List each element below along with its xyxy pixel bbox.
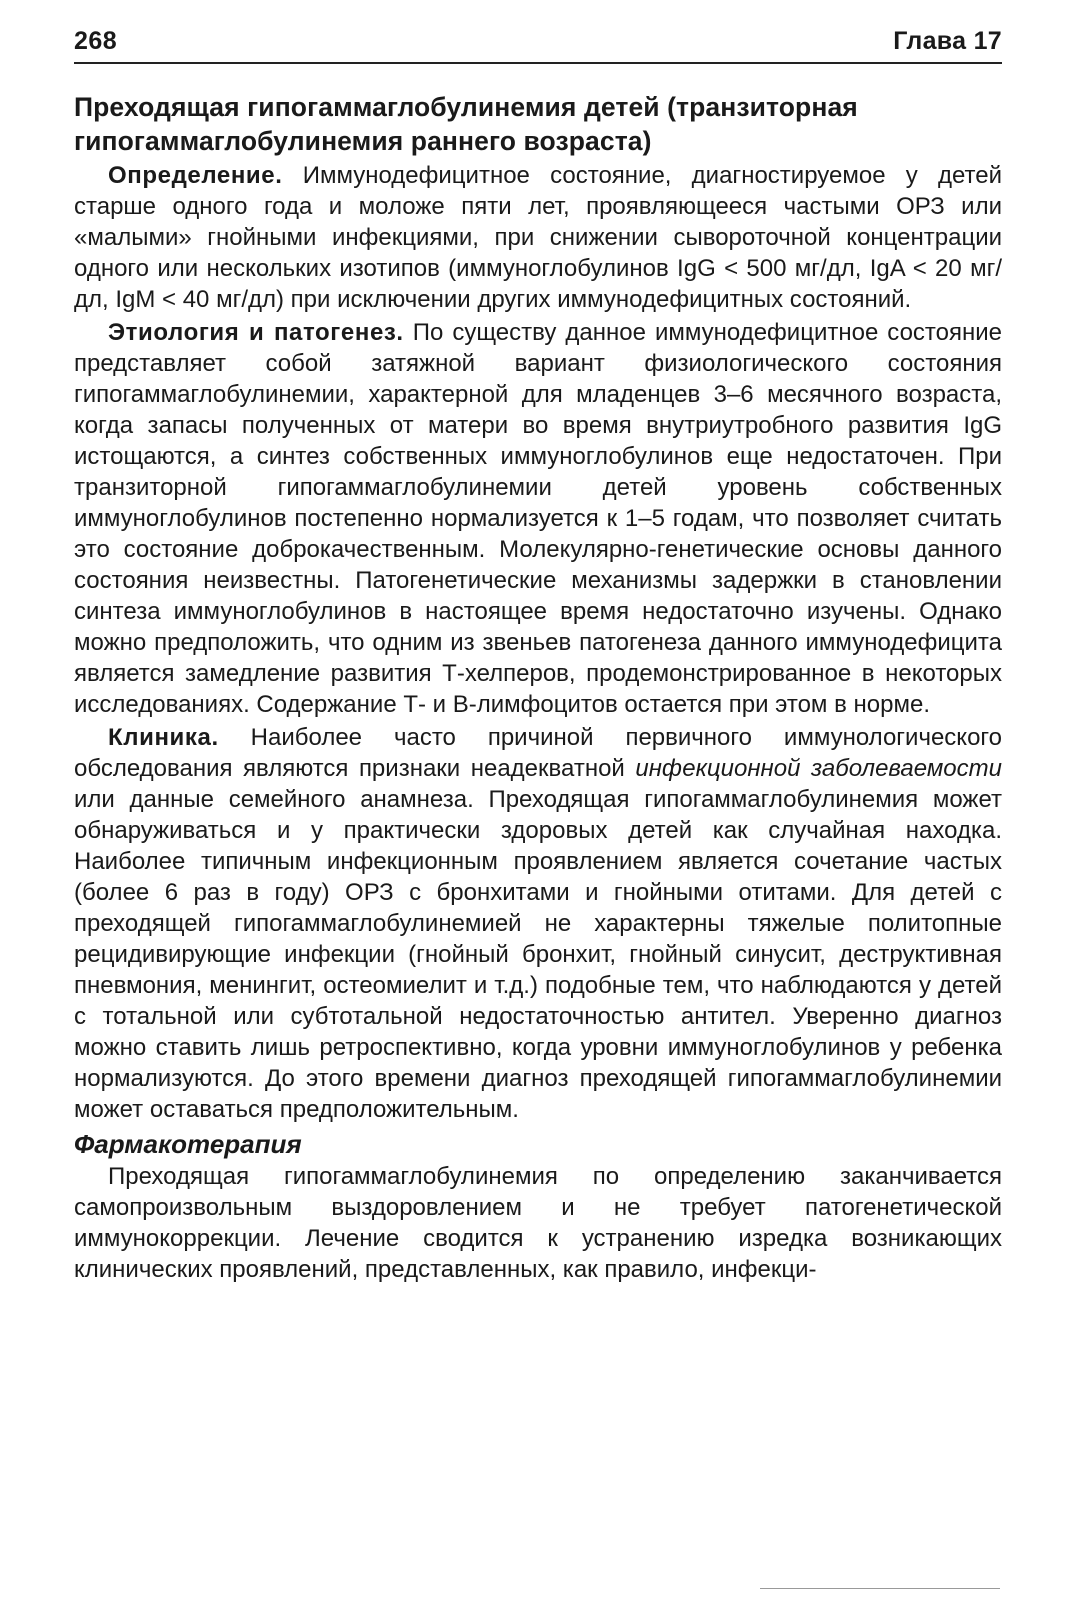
pharmacotherapy-paragraph: Преходящая гипогаммаглобулинемия по определению заканчивается самопроизвольным выздоровлением и не требует патогенетической иммунокоррекции. Лечение сводится к устранению изредка возникающих клинических проявлений, представленных, как правило, инфекци-: [74, 1163, 1002, 1283]
running-head: [74, 26, 1002, 64]
page: [74, 26, 1002, 1287]
clinic-paragraph: [74, 722, 1002, 1125]
section-title: Преходящая гипогаммаглобулинемия детей (транзиторная гипогаммаглобулинемия раннего возраста): [74, 92, 858, 156]
clinic-lead: Клиника.: [108, 724, 219, 751]
page-number: 268: [74, 27, 118, 55]
clinic-emphasis: инфекционной заболеваемости: [635, 755, 1002, 782]
chapter-label: Глава 17: [893, 27, 1002, 55]
definition-lead: Определение.: [108, 162, 283, 189]
etiology-paragraph: [74, 317, 1002, 720]
pharmacotherapy-title: Фармакотерапия: [74, 1129, 302, 1159]
clinic-text-after: или данные семейного анамнеза. Преходящая гипогаммаглобулинемия может обнаруживаться и у практически здоровых детей как случайная находка. Наиболее типичным инфекционным проявлением является сочетание частых (более 6 раз в году) ОРЗ с бронхитами и гнойными отитами. Для детей с преходящей гипогаммаглобулинемией не характерны тяжелые политопные рецидивирующие инфекции (гнойный бронхит, гнойный синусит, деструктивная пневмония, менингит, остеомиелит и т.д.) подобные тем, что наблюдаются у детей с тотальной или субтотальной недостаточностью антител. Уверенно диагноз можно ставить лишь ретроспективно, когда уровни иммуноглобулинов у ребенка нормализуются. До этого времени диагноз преходящей гипогаммаглобулинемии может оставаться предположительным.: [74, 786, 1002, 1123]
footer-rule: [760, 1588, 1000, 1589]
clinic-text-before: Наиболее часто причиной первичного иммунологического обследования являются признаки неадекватной: [74, 724, 1002, 782]
etiology-text: По существу данное иммунодефицитное состояние представляет собой затяжной вариант физиологического состояния гипогаммаглобулинемии, характерной для младенцев 3–6 месячного возраста, когда запасы полученных от матери во время внутриутробного развития IgG истощаются, а синтез собственных иммуноглобулинов еще недостаточен. При транзиторной гипогаммаглобулинемии детей уровень собственных иммуноглобулинов постепенно нормализуется к 1–5 годам, что позволяет считать это состояние доброкачественным. Молекулярно-генетические основы данного состояния неизвестны. Патогенетические механизмы задержки в становлении синтеза иммуноглобулинов в настоящее время недостаточно изучены. Однако можно предположить, что одним из звеньев патогенеза данного иммунодефицита является замедление развития Т-хелперов, продемонстрированное в некоторых исследованиях. Содержание Т- и В-лимфоцитов остается при этом в норме.: [74, 319, 1002, 718]
etiology-lead: Этиология и патогенез.: [108, 319, 404, 346]
definition-paragraph: [74, 160, 1002, 315]
definition-text: Иммунодефицитное состояние, диагностируемое у детей старше одного года и моложе пяти лет, проявляющееся частыми ОРЗ или «малыми» гнойными инфекциями, при снижении сывороточной концентрации одного или нескольких изотипов (иммуноглобулинов IgG < 500 мг/дл, IgA < 20 мг/дл, IgM < 40 мг/дл) при исключении других иммунодефицитных состояний.: [74, 162, 1002, 313]
